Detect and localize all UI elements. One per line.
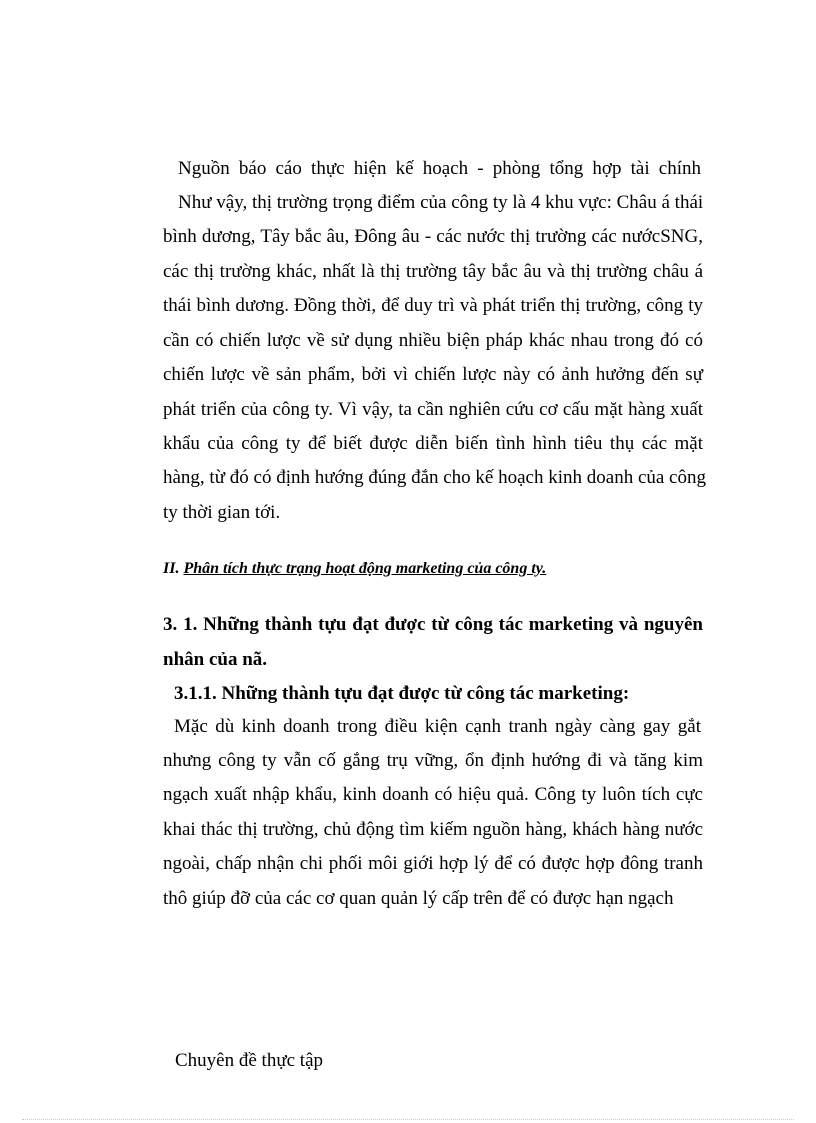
paragraph-line: ngạch xuất nhập khẩu, kinh doanh có hiệu quả. Công ty luôn tích cực (163, 784, 703, 805)
paragraph-line: nhưng công ty vẫn cố gắng trụ vững, ổn định hướng đi và tăng kim (163, 750, 703, 771)
paragraph-line: khẩu của công ty để biết được diễn biến tình hình tiêu thụ các mặt (163, 433, 703, 454)
paragraph-line: ty thời gian tới. (163, 502, 281, 523)
paragraph-line: thái bình dương. Đồng thời, để duy trì và phát triển thị trường, công ty (163, 295, 703, 316)
page-bottom-divider (22, 1119, 794, 1120)
section-title: Phân tích thực trạng hoạt động marketing của công ty. (183, 560, 547, 577)
paragraph-line: cần có chiến lược về sử dụng nhiều biện pháp khác nhau trong đó có (163, 330, 703, 351)
heading-3-1-line: nhân của nã. (163, 649, 268, 670)
paragraph-line: khai thác thị trường, chủ động tìm kiếm nguồn hàng, khách hàng nước (163, 819, 703, 840)
page-footer: Chuyên đề thực tập (175, 1050, 324, 1071)
paragraph-line: thô giúp đỡ của các cơ quan quản lý cấp trên để có được hạn ngạch (163, 888, 674, 909)
paragraph-line: chiến lược về sản phẩm, bởi vì chiến lược này có ảnh hưởng đến sự (163, 364, 703, 385)
paragraph-line: ngoài, chấp nhận chi phối môi giới hợp lý để có được hợp đông tranh (163, 853, 703, 874)
paragraph-line: Như vậy, thị trường trọng điểm của công ty là 4 khu vực: Châu á thái (178, 192, 704, 213)
paragraph-line: bình dương, Tây bắc âu, Đông âu - các nước thị trường các nướcSNG, (163, 226, 703, 247)
heading-3-1-line: 3. 1. Những thành tựu đạt được từ công tác marketing và nguyên (163, 614, 703, 635)
paragraph-line: Mặc dù kinh doanh trong điều kiện cạnh tranh ngày càng gay gắt (174, 716, 701, 737)
paragraph-line: phát triển của công ty. Vì vậy, ta cần nghiên cứu cơ cấu mặt hàng xuất (163, 399, 703, 420)
paragraph-line: hàng, từ đó có định hướng đúng đắn cho kế hoạch kinh doanh của công (163, 467, 706, 488)
section-heading (163, 558, 546, 580)
section-number: II. (163, 560, 180, 577)
heading-3-1-1: 3.1.1. Những thành tựu đạt được từ công tác marketing: (174, 683, 630, 704)
paragraph-line: các thị trường khác, nhất là thị trường tây bắc âu và thị trường châu á (163, 261, 703, 282)
source-note: Nguồn báo cáo thực hiện kế hoạch - phòng tổng hợp tài chính (178, 158, 701, 179)
